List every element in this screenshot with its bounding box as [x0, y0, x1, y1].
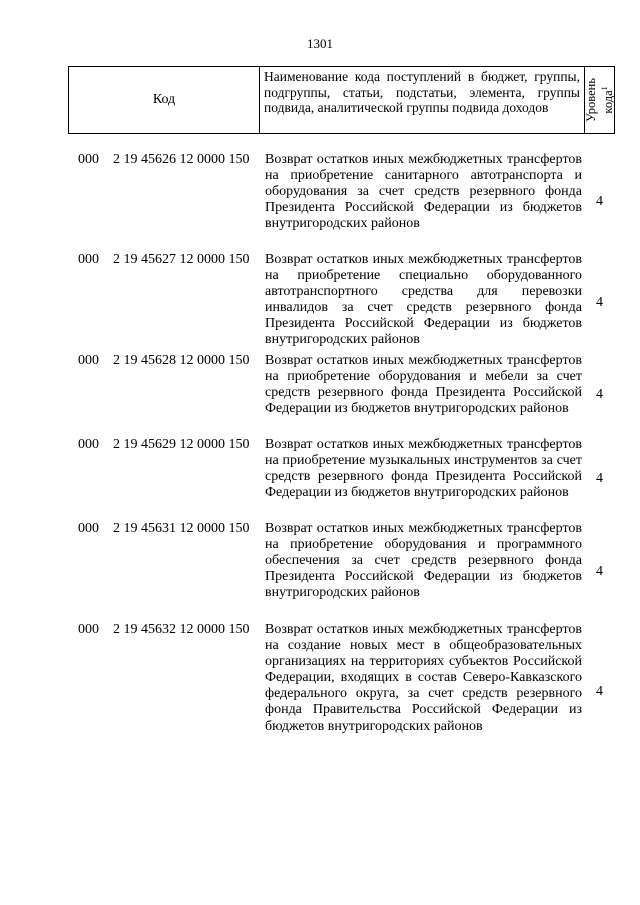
table-row — [0, 152, 640, 252]
row-admin-code: 000 — [78, 437, 99, 452]
table-body — [0, 152, 640, 762]
row-budget-code: 2 19 45629 12 0000 150 — [113, 437, 250, 452]
header-level-line1: Уровень — [583, 77, 598, 123]
header-level — [585, 67, 614, 133]
row-budget-code: 2 19 45632 12 0000 150 — [113, 622, 250, 637]
table-row — [0, 622, 640, 762]
header-name: Наименование кода поступлений в бюджет, группы, подгруппы, статьи, подстатьи, элемента, группы подвида, аналитической группы подвида доходов — [260, 67, 585, 133]
table-row — [0, 252, 640, 353]
row-name: Возврат остатков иных межбюджетных трансфертов на приобретение санитарного автотранспорта и оборудования за счет средств резервного фонда Президента Российской Федерации из бюджетов внутригородских районов — [265, 152, 582, 232]
table-row — [0, 521, 640, 622]
row-name: Возврат остатков иных межбюджетных трансфертов на приобретение специально оборудованного автотранспортного средства для перевозки инвалидов за счет средств резервного фонда Президента Российской Федерации из бюджетов внутригородских районов — [265, 252, 582, 348]
table-header — [68, 66, 615, 134]
row-budget-code: 2 19 45627 12 0000 150 — [113, 252, 250, 267]
table-row — [0, 437, 640, 521]
header-level-line2: кода — [600, 90, 615, 114]
row-level: 4 — [596, 684, 603, 699]
row-level: 4 — [596, 294, 603, 310]
row-admin-code: 000 — [78, 622, 99, 637]
row-budget-code: 2 19 45631 12 0000 150 — [113, 521, 250, 536]
row-admin-code: 000 — [78, 521, 99, 536]
row-admin-code: 000 — [78, 353, 99, 368]
row-budget-code: 2 19 45626 12 0000 150 — [113, 152, 250, 167]
row-level: 4 — [596, 471, 603, 486]
header-code: Код — [69, 67, 260, 133]
page-number: 1301 — [307, 36, 333, 51]
row-name: Возврат остатков иных межбюджетных трансфертов на приобретение оборудования и программного обеспечения за счет средств резервного фонда Президента Российской Федерации из бюджетов внутригородских районов — [265, 521, 582, 601]
row-admin-code: 000 — [78, 252, 99, 267]
table-row — [0, 353, 640, 437]
row-budget-code: 2 19 45628 12 0000 150 — [113, 353, 250, 368]
row-name: Возврат остатков иных межбюджетных трансфертов на создание новых мест в общеобразовательных организациях на территориях субъектов Российской Федерации, входящих в состав Северо-Кавказского федерального округа, за счет средств резервного фонда Правительства Российской Федерации из бюджетов внутригородских районов — [265, 622, 582, 734]
row-admin-code: 000 — [78, 152, 99, 167]
row-level: 4 — [596, 563, 603, 579]
header-level-footnote: 1 — [599, 86, 609, 91]
row-level: 4 — [596, 387, 603, 402]
row-name: Возврат остатков иных межбюджетных трансфертов на приобретение оборудования и мебели за счет средств резервного фонда Президента Российской Федерации из бюджетов внутригородских районов — [265, 353, 582, 417]
row-level: 4 — [596, 194, 603, 209]
header-level-text — [584, 78, 614, 122]
row-name: Возврат остатков иных межбюджетных трансфертов на приобретение музыкальных инструментов за счет средств резервного фонда Президента Российской Федерации из бюджетов внутригородских районов — [265, 437, 582, 501]
